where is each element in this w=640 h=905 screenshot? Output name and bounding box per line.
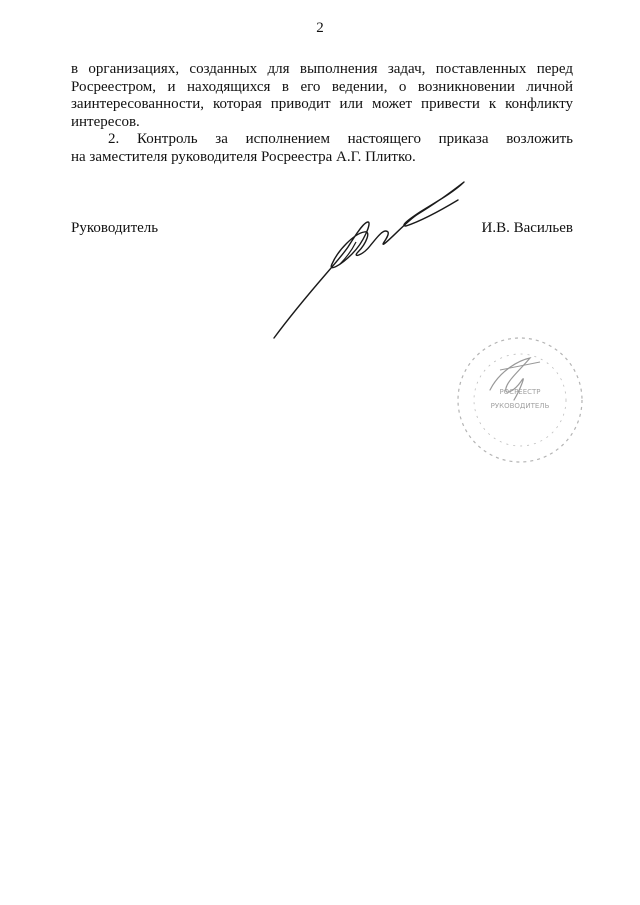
paragraph-2-line-1: 2. Контроль за исполнением настоящего приказа возложить [108, 131, 573, 147]
paragraph-2-line-2: на заместителя руководителя Росреестра А.Г. Плитко. [71, 148, 416, 165]
signer-name: И.В. Васильев [481, 220, 573, 236]
document-body [71, 61, 573, 166]
signer-position: Руководитель [71, 220, 159, 236]
official-stamp [450, 330, 590, 470]
stamp-text: РОСРЕЕСТР [499, 388, 541, 396]
handwritten-signature [268, 172, 468, 342]
paragraph-1-line-1: в организациях, созданных для выполнения задач, поставленных перед [71, 61, 573, 77]
page-number: 2 [316, 20, 324, 36]
paragraph-1-line-2: Росреестром, и находящихся в его ведении, о возникновении личной [71, 78, 573, 95]
stamp-sub-text: РУКОВОДИТЕЛЬ [490, 402, 550, 410]
paragraph-1-line-4: интересов. [71, 113, 140, 130]
paragraph-1-line-3: заинтересованности, которая приводит или может привести к конфликту [71, 96, 573, 112]
